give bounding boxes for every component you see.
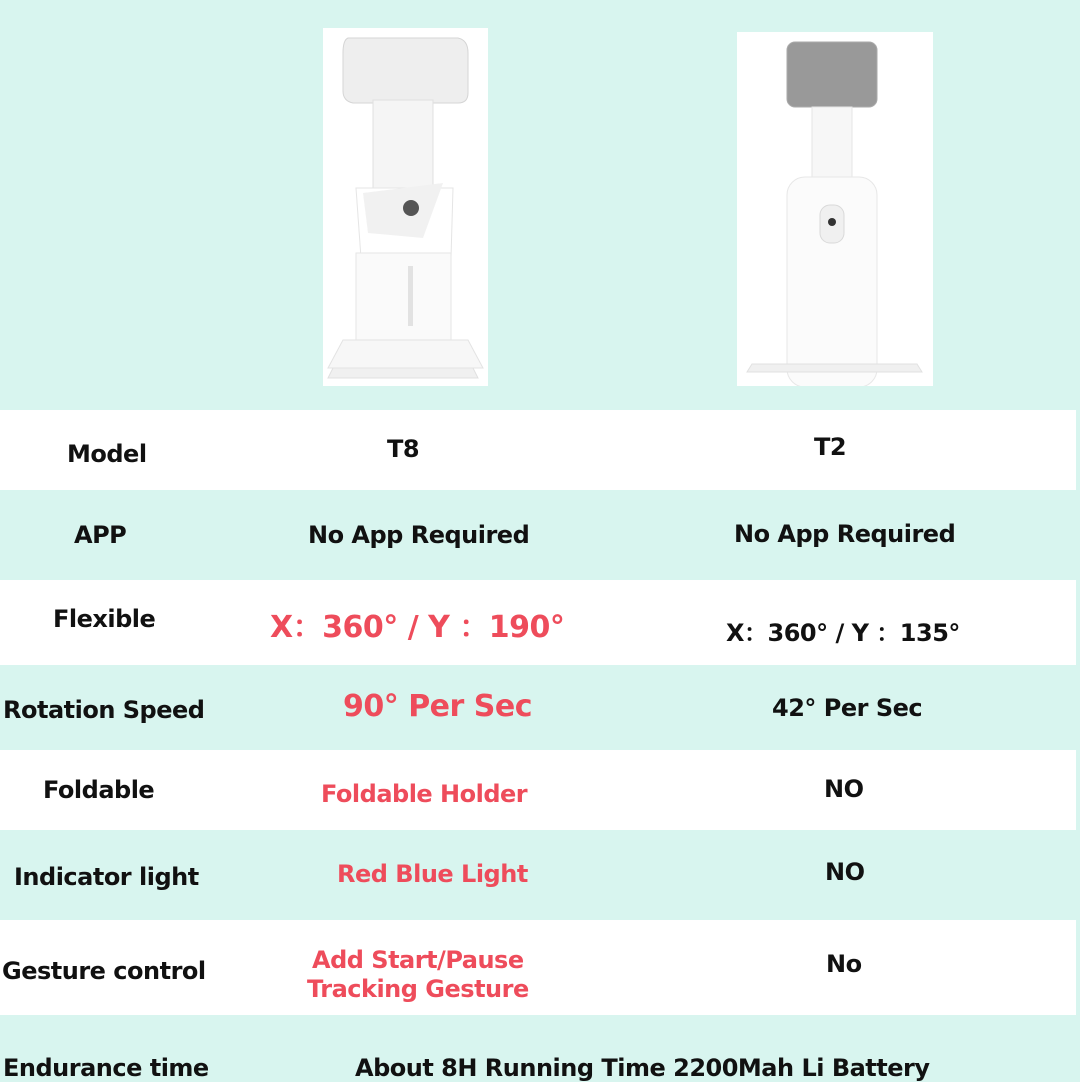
table-row [0,920,1076,1015]
row-label: APP [74,521,127,549]
table-row [0,750,1076,830]
table-row [0,580,1076,665]
row-label: Foldable [43,776,155,804]
t2-value: No [826,950,862,978]
t8-value: Foldable Holder [321,780,528,808]
table-row [0,830,1076,920]
row-label: Model [67,440,147,468]
row-label: Gesture control [2,957,206,985]
row-label: Endurance time [3,1054,209,1082]
t8-value: No App Required [308,521,530,549]
t8-value: T8 [387,435,420,463]
t8-value: X：360° / Y ：190° [270,610,565,645]
shared-value: About 8H Running Time 2200Mah Li Battery [355,1054,930,1082]
row-label: Rotation Speed [3,696,205,724]
table-row [0,1015,1076,1080]
t8-value: 90° Per Sec [343,689,533,724]
t8-holder-illustration [323,28,488,386]
t2-value: T2 [814,433,847,461]
t2-value: NO [825,858,865,886]
t8-value-line1: Add Start/Pause [312,946,524,974]
product-images-section [0,0,1080,410]
t8-value: Red Blue Light [337,860,528,888]
t8-value-line2: Tracking Gesture [307,975,529,1003]
table-row [0,490,1076,580]
t2-value: X：360° / Y ：135° [726,619,960,647]
t2-value: 42° Per Sec [772,694,923,722]
t2-product-image [737,32,933,386]
row-label: Flexible [53,605,156,633]
row-label: Indicator light [14,863,199,891]
table-row [0,665,1076,750]
t8-product-image [323,28,488,386]
table-row [0,410,1076,490]
t2-value: No App Required [734,520,956,548]
t2-holder-illustration [737,32,933,386]
t2-value: NO [824,775,864,803]
